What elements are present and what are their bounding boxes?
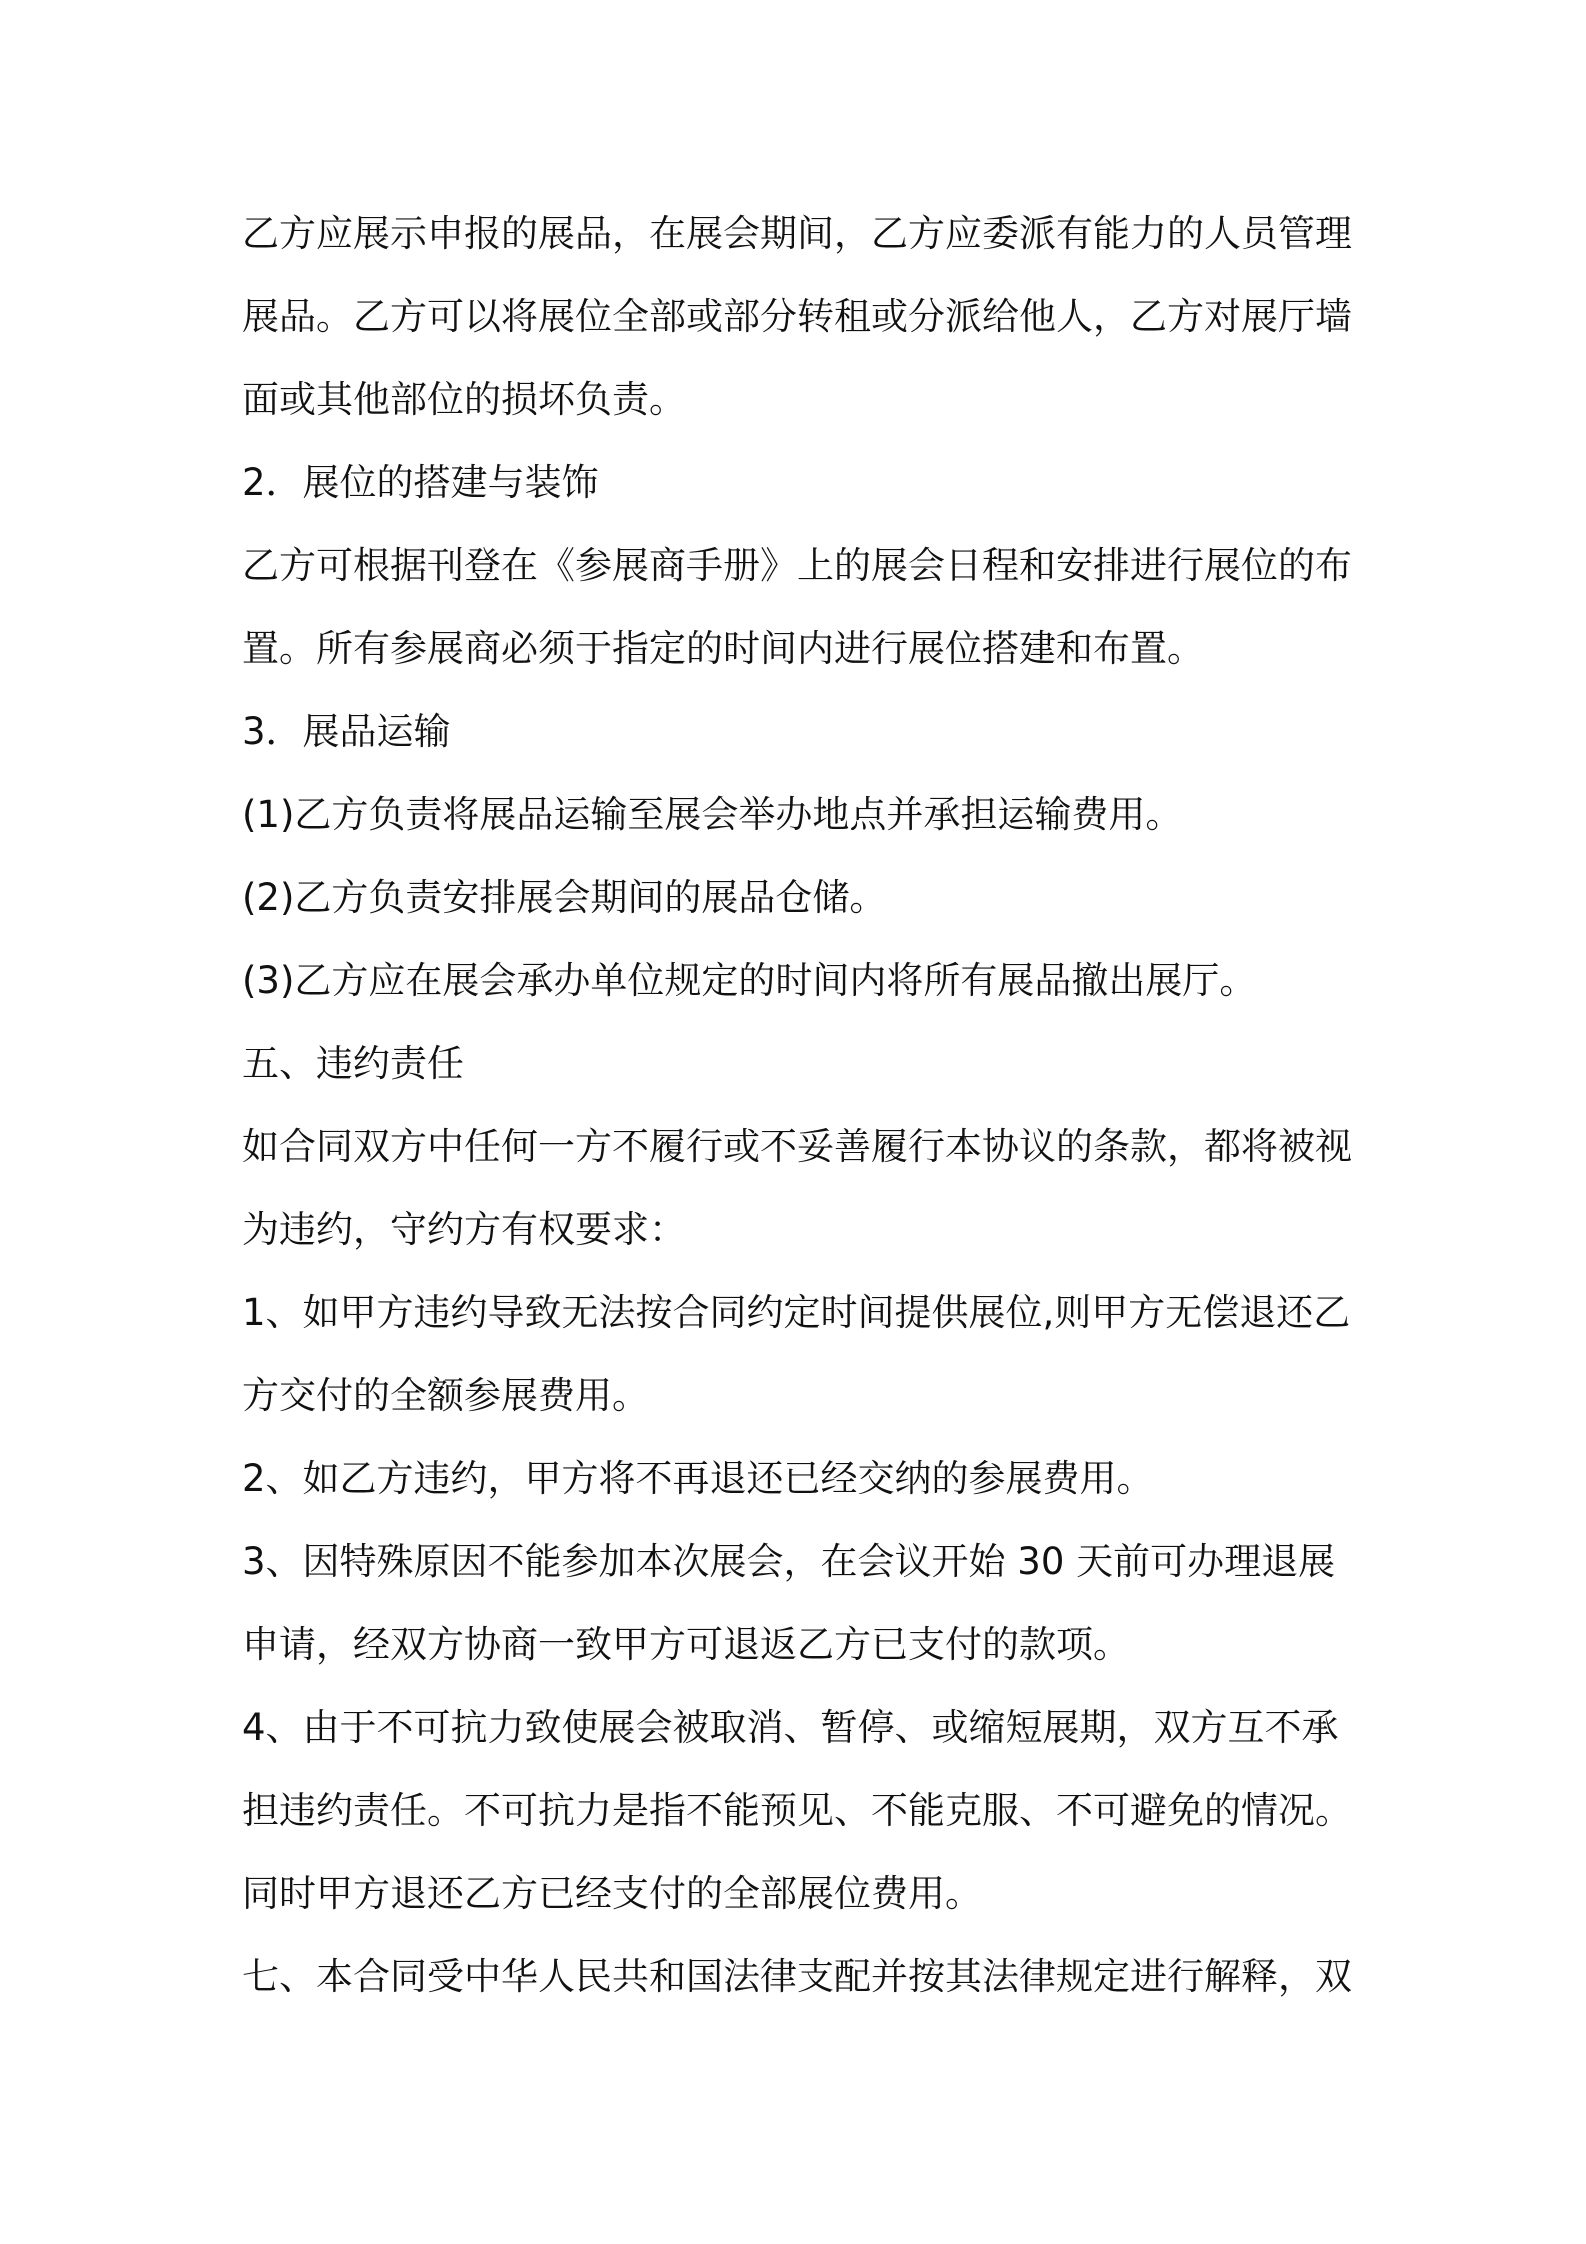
section-heading: 七、本合同受中华人民共和国法律支配并按其法律规定进行解释，双 [242,1955,1352,1998]
list-item: 1、如甲方违约导致无法按合同约定时间提供展位,则甲方无偿退还乙 [242,1291,1351,1334]
list-item: 3、因特殊原因不能参加本次展会，在会议开始 30 天前可办理退展 [242,1540,1336,1583]
list-item: 4、由于不可抗力致使展会被取消、暂停、或缩短展期，双方互不承 [242,1706,1339,1749]
text-line: 方交付的全额参展费用。 [242,1374,649,1417]
text-line: 为违约，守约方有权要求： [242,1208,686,1251]
text-line: 置。所有参展商必须于指定的时间内进行展位搭建和布置。 [242,627,1204,670]
text-line: 面或其他部位的损坏负责。 [242,378,686,421]
text-line: 同时甲方退还乙方已经支付的全部展位费用。 [242,1872,982,1915]
section-heading: 2．展位的搭建与装饰 [242,461,599,504]
text-line: 担违约责任。不可抗力是指不能预见、不能克服、不可避免的情况。 [242,1789,1352,1832]
section-heading: 3．展品运输 [242,710,451,753]
text-line: 乙方应展示申报的展品，在展会期间，乙方应委派有能力的人员管理 [242,212,1352,255]
list-item: (2)乙方负责安排展会期间的展品仓储。 [242,876,887,919]
text-line: 申请，经双方协商一致甲方可退返乙方已支付的款项。 [242,1623,1130,1666]
list-item: (3)乙方应在展会承办单位规定的时间内将所有展品撤出展厅。 [242,959,1257,1002]
document-body [242,192,1362,2018]
list-item: 2、如乙方违约，甲方将不再退还已经交纳的参展费用。 [242,1457,1154,1500]
section-heading: 五、违约责任 [242,1042,464,1085]
text-line: 展品。乙方可以将展位全部或部分转租或分派给他人，乙方对展厅墙 [242,295,1352,338]
text-line: 乙方可根据刊登在《参展商手册》上的展会日程和安排进行展位的布 [242,544,1352,587]
list-item: (1)乙方负责将展品运输至展会举办地点并承担运输费用。 [242,793,1183,836]
text-line: 如合同双方中任何一方不履行或不妥善履行本协议的条款，都将被视 [242,1125,1352,1168]
